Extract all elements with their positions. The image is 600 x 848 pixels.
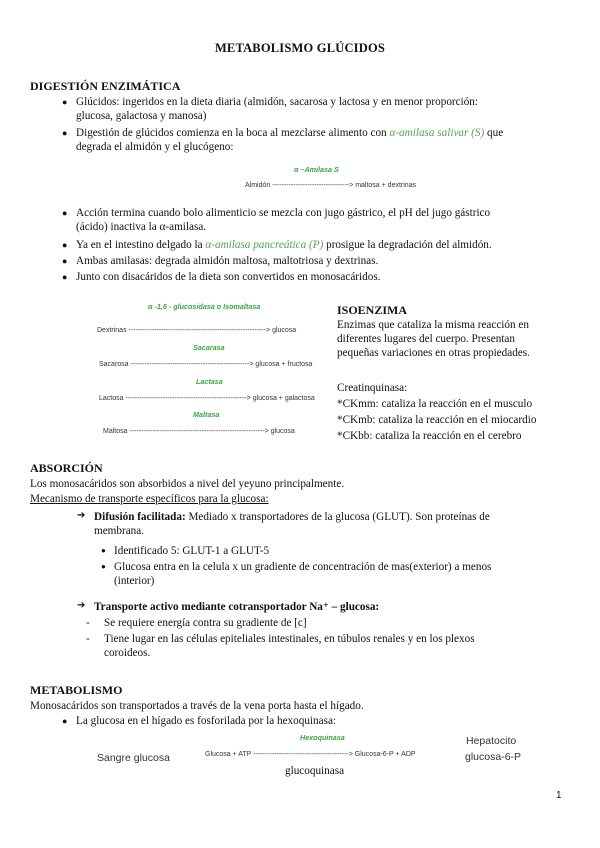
page-title: METABOLISMO GLÚCIDOS: [214, 41, 386, 55]
amilasa-salivar: α-amilasa salivar (S): [389, 127, 485, 139]
bullet-icon: ●: [62, 272, 68, 282]
reaction-equation-dextrinas: Dextrinas -----------------------------------------------------------> glucosa: [97, 327, 297, 334]
difusion-facilitada: Difusión facilitada: Mediado x transportadores de la glucosa (GLUT). Son proteínas de membrana.: [94, 511, 490, 537]
sub-bullet-gradiente: ● Glucosa entra en la celula x un gradiente de concentración de mas(exterior) a menos (interior): [101, 561, 492, 587]
reaction-enzyme-lactasa: Lactasa: [196, 377, 223, 386]
bullet-icon: ●: [62, 128, 68, 138]
metabolismo-line: Monosacáridos son transportados a través de la vena porta hasta el hígado.: [30, 700, 364, 712]
bullet-icon: ●: [101, 546, 106, 555]
reaction-enzyme-isomaltasa: α -1,6 - glucosidasa o Isomaltasa: [148, 302, 261, 311]
mecanismo-line: Mecanismo de transporte específicos para la glucosa:: [30, 493, 269, 505]
bullet-ambas: ● Ambas amilasas: degrada almidón maltosa, maltotriosa y dextrinas.: [62, 255, 379, 267]
reaction1-equation: Almidón ---------------------------------> maltosa + dextrinas: [245, 182, 417, 189]
dash-item-energia: - Se requiere energía contra su gradiente de [c]: [86, 617, 307, 629]
bullet-intestino: ● Ya en el intestino delgado la α-amilasa pancreática (P) prosigue la degradación del almidón.: [62, 239, 492, 251]
bullet-icon: ●: [62, 240, 68, 250]
arrow-icon: ➔: [77, 510, 86, 521]
text-line: Glúcidos: ingeridos en la dieta diaria (almidón, sacarosa y lactosa y en menor proporción:: [76, 96, 479, 108]
text-line: degrada el almidón y el glucógeno:: [76, 141, 234, 153]
reaction-equation-sacarosa: Sacarosa ---------------------------------------------------> glucosa + fructosa: [99, 361, 313, 368]
absorcion-heading: ABSORCIÓN: [30, 461, 103, 475]
diagram-enzyme: Hexoquinasa: [300, 733, 345, 742]
transporte-activo: Transporte activo mediante cotransportador Na⁺ – glucosa:: [94, 601, 380, 613]
isoenzima-heading: ISOENZIMA: [337, 303, 408, 317]
bullet-junto: ● Junto con disacáridos de la dieta son convertidos en monosacáridos.: [62, 271, 381, 283]
bullet-icon: ●: [62, 97, 68, 107]
bullet-hexoquinasa: ● La glucosa en el hígado es fosforilada por la hexoquinasa:: [62, 715, 337, 727]
bullet-icon: ●: [62, 256, 68, 266]
amilasa-pancreatica: α-amilasa pancreática (P): [205, 239, 324, 251]
diagram-hepatocito: Hepatocito: [466, 735, 517, 747]
reaction-enzyme-sacarasa: Sacarasa: [193, 343, 225, 352]
text-line: glucosa, galactosa y manosa): [76, 110, 207, 122]
bullet-icon: ●: [62, 208, 68, 218]
digestion-heading: DIGESTIÓN ENZIMÁTICA: [30, 79, 181, 93]
bullet-accion-termina: ● Acción termina cuando bolo alimenticio se mezcla con jugo gástrico, el pH del jugo gástrico (ácido) inactiva la α-amilasa.: [62, 207, 491, 233]
reaction-enzyme-maltasa: Maltasa: [193, 410, 220, 419]
bullet-icon: ●: [62, 716, 68, 726]
reaction-equation-maltosa: Maltosa ----------------------------------------------------------> glucosa: [103, 428, 295, 435]
diagram-glucoquinasa: glucoquinasa: [285, 765, 345, 777]
bullet-icon: ●: [101, 562, 106, 571]
sub-bullet-glut: ● Identificado 5: GLUT-1 a GLUT-5: [101, 545, 270, 557]
bullet-glucidos: [62, 95, 538, 123]
creatinquinasa-list: Creatinquinasa: *CKmm: cataliza la reacción en el musculo *CKmb: cataliza la reacción en el miocardio *CKbb: cataliza la reacción en el cerebro: [337, 382, 537, 442]
absorcion-line: Los monosacáridos son absorbidos a nivel del yeyuno principalmente.: [30, 478, 345, 490]
reaction-equation-lactosa: Lactosa ----------------------------------------------------> glucosa + galactosa: [99, 395, 315, 402]
arrow-icon: ➔: [77, 600, 86, 611]
dash-item-lugar: - Tiene lugar en las células epiteliales intestinales, en túbulos renales y en los plexos coroideos.: [86, 633, 475, 659]
metabolismo-heading: METABOLISMO: [30, 683, 123, 697]
reaction1-enzyme: α –Amilasa S: [294, 165, 339, 174]
diagram-equation: Glucosa + ATP -----------------------------------------> Glucosa-6-P + ADP: [205, 751, 416, 758]
isoenzima-text: Enzimas que cataliza la misma reacción en diferentes lugares del cuerpo. Presentan pequeñas variaciones en otras propiedades.: [337, 319, 530, 359]
page-number: 1: [556, 790, 562, 801]
bullet-digestion-boca: ● Digestión de glúcidos comienza en la boca al mezclarse alimento con α-amilasa salivar (S) que degrada el almidón y el glucógeno:: [76, 126, 538, 154]
diagram-sangre: Sangre glucosa: [97, 752, 170, 764]
diagram-glucosa6p: glucosa-6-P: [465, 751, 522, 763]
